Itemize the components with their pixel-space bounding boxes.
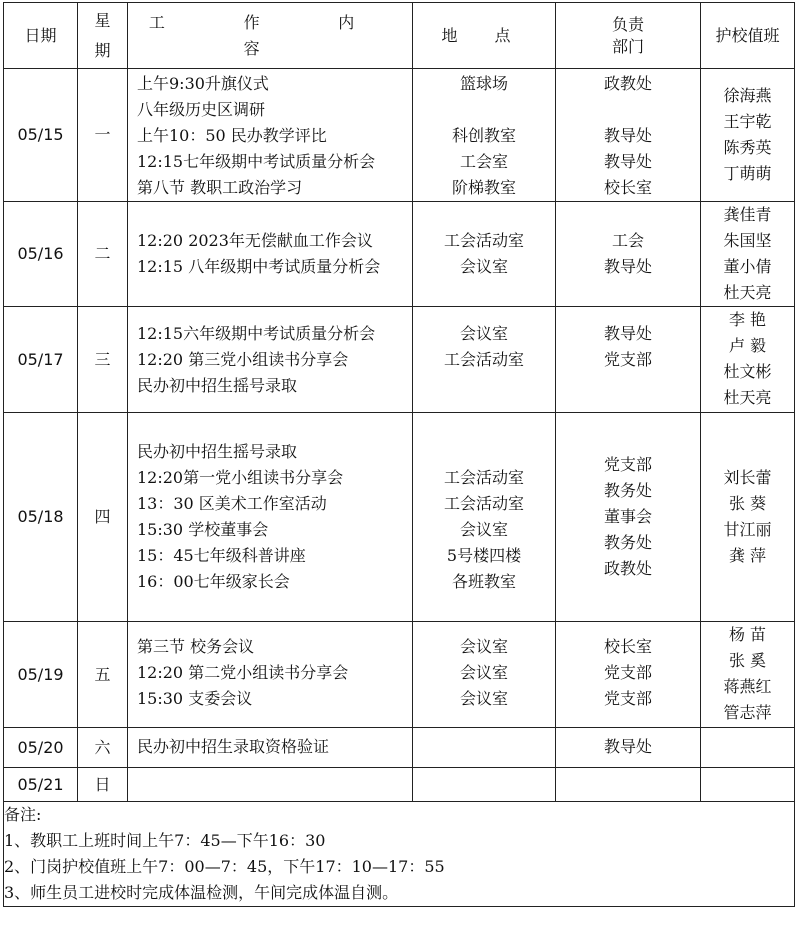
header-content: 工 作 内 容 (128, 3, 413, 69)
location-line: 工会活动室 (443, 350, 524, 369)
dept-line: 教导处 (603, 126, 652, 145)
dept-line: 政教处 (603, 74, 652, 93)
duty-name: 陈秀英 (723, 138, 772, 157)
content-cell (128, 202, 413, 307)
location-line: 各班教室 (451, 572, 516, 591)
duty-name: 张 奚 (728, 651, 767, 670)
dept-line: 教务处 (603, 481, 652, 500)
duty-name: 管志萍 (723, 703, 772, 722)
duty-name: 丁萌萌 (723, 164, 772, 183)
location-line (413, 97, 555, 123)
content-line: 第三节 校务会议 (137, 637, 255, 656)
content-line: 上午9:30升旗仪式 (137, 74, 269, 93)
location-line: 工会活动室 (443, 468, 524, 487)
location-cell (413, 728, 556, 768)
dept-line: 教导处 (603, 324, 652, 343)
location-line: 工会活动室 (443, 494, 524, 513)
content-line: 12:15七年级期中考试质量分析会 (137, 152, 376, 171)
note-item-2: 2、门岗护校值班上午7：00—7：45，下午17：10—17：55 (4, 857, 445, 876)
dept-line: 党支部 (603, 455, 652, 474)
dept-cell (556, 728, 701, 768)
content-line: 12:20 2023年无偿献血工作会议 (137, 231, 373, 250)
location-line: 阶梯教室 (451, 178, 516, 197)
duty-name: 李 艳 (728, 310, 767, 329)
location-line: 5号楼四楼 (446, 546, 522, 565)
duty-cell (701, 622, 795, 728)
table-row (4, 69, 795, 202)
duty-name: 蒋燕红 (723, 677, 772, 696)
dept-line: 校长室 (603, 637, 652, 656)
location-line: 篮球场 (459, 74, 508, 93)
duty-name: 杜天亮 (723, 388, 772, 407)
weekday-cell: 六 (78, 728, 128, 768)
location-cell (413, 202, 556, 307)
location-line: 会议室 (459, 257, 508, 276)
duty-name: 王宇乾 (723, 112, 772, 131)
location-line: 工会室 (459, 152, 508, 171)
header-dept-b: 部门 (611, 36, 644, 56)
date-cell: 05/17 (4, 307, 78, 413)
date-cell: 05/15 (4, 69, 78, 202)
duty-name: 杜文彬 (723, 362, 772, 381)
duty-name: 董小倩 (723, 257, 772, 276)
location-line: 会议室 (459, 689, 508, 708)
content-cell (128, 413, 413, 622)
content-cell (128, 69, 413, 202)
header-duty: 护校值班 (701, 3, 795, 69)
note-item-1: 1、教职工上班时间上午7：45—下午16：30 (4, 831, 326, 850)
weekday-cell: 五 (78, 622, 128, 728)
content-cell (128, 768, 413, 802)
dept-line: 校长室 (603, 178, 652, 197)
duty-cell (701, 307, 795, 413)
content-line: 第八节 教职工政治学习 (137, 178, 303, 197)
dept-cell (556, 622, 701, 728)
dept-cell (556, 768, 701, 802)
header-dept-a: 负责 (611, 14, 644, 34)
dept-line: 董事会 (603, 507, 652, 526)
notes-cell (4, 802, 795, 907)
location-line (413, 734, 555, 760)
table-row (4, 728, 795, 768)
location-line: 工会活动室 (443, 231, 524, 250)
dept-line: 党支部 (603, 663, 652, 682)
header-weekday-a: 星 (94, 10, 111, 30)
duty-name: 甘江丽 (723, 520, 772, 539)
content-line: 12:15六年级期中考试质量分析会 (137, 324, 376, 343)
table-row (4, 307, 795, 413)
dept-line: 教导处 (603, 737, 652, 756)
weekday-cell: 三 (78, 307, 128, 413)
content-line: 12:20第一党小组读书分享会 (137, 468, 344, 487)
duty-name: 龚 萍 (728, 546, 767, 565)
duty-name: 杜天亮 (723, 283, 772, 302)
location-cell (413, 413, 556, 622)
content-line: 12:15 八年级期中考试质量分析会 (137, 257, 381, 276)
schedule-table (3, 2, 795, 907)
content-line: 13：30 区美术工作室活动 (137, 494, 327, 513)
duty-cell (701, 413, 795, 622)
duty-cell (701, 69, 795, 202)
duty-name: 龚佳青 (723, 205, 772, 224)
date-cell: 05/20 (4, 728, 78, 768)
content-line: 12:20 第三党小组读书分享会 (137, 350, 349, 369)
duty-cell (701, 202, 795, 307)
duty-name: 朱国坚 (723, 231, 772, 250)
location-line: 会议室 (459, 520, 508, 539)
header-row (4, 3, 795, 69)
content-line: 上午10：50 民办教学评比 (137, 126, 327, 145)
location-line: 科创教室 (451, 126, 516, 145)
header-date: 日期 (4, 3, 78, 69)
duty-name: 刘长蕾 (723, 468, 772, 487)
dept-cell (556, 202, 701, 307)
location-cell (413, 69, 556, 202)
content-line: 15:30 学校董事会 (137, 520, 269, 539)
weekday-cell: 日 (78, 768, 128, 802)
weekday-cell: 二 (78, 202, 128, 307)
content-line: 民办初中招生录取资格验证 (137, 737, 330, 756)
table-row (4, 622, 795, 728)
content-line: 民办初中招生摇号录取 (137, 376, 298, 395)
content-line: 16：00七年级家长会 (137, 572, 290, 591)
duty-name: 杨 苗 (728, 625, 767, 644)
location-line: 会议室 (459, 324, 508, 343)
notes-row (4, 802, 795, 907)
content-cell (128, 622, 413, 728)
date-cell: 05/18 (4, 413, 78, 622)
dept-line: 工会 (611, 231, 644, 250)
table-row (4, 768, 795, 802)
content-cell (128, 307, 413, 413)
duty-cell (701, 728, 795, 768)
dept-cell (556, 307, 701, 413)
duty-name: 徐海燕 (723, 86, 772, 105)
content-cell (128, 728, 413, 768)
location-line: 会议室 (459, 663, 508, 682)
dept-line: 政教处 (603, 559, 652, 578)
table-row (4, 202, 795, 307)
dept-line (556, 97, 700, 123)
content-line: 八年级历史区调研 (137, 100, 266, 119)
content-line: 15:30 支委会议 (137, 689, 253, 708)
duty-name: 卢 毅 (728, 336, 767, 355)
content-line: 15：45七年级科普讲座 (137, 546, 306, 565)
dept-line: 教导处 (603, 152, 652, 171)
dept-cell (556, 69, 701, 202)
table-row (4, 413, 795, 622)
note-item-3: 3、师生员工进校时完成体温检测，午间完成体温自测。 (4, 883, 399, 902)
dept-line: 教导处 (603, 257, 652, 276)
dept-line: 党支部 (603, 689, 652, 708)
location-cell (413, 622, 556, 728)
header-dept (556, 3, 701, 69)
notes-title: 备注: (4, 805, 42, 824)
date-cell: 05/21 (4, 768, 78, 802)
content-line: 12:20 第二党小组读书分享会 (137, 663, 349, 682)
weekday-cell: 一 (78, 69, 128, 202)
dept-cell (556, 413, 701, 622)
header-weekday (78, 3, 128, 69)
date-cell: 05/16 (4, 202, 78, 307)
header-location: 地 点 (413, 3, 556, 69)
duty-name: 张 葵 (728, 494, 767, 513)
date-cell: 05/19 (4, 622, 78, 728)
duty-cell (701, 768, 795, 802)
dept-line: 党支部 (603, 350, 652, 369)
header-weekday-b: 期 (94, 40, 111, 60)
location-cell (413, 307, 556, 413)
location-cell (413, 768, 556, 802)
weekday-cell: 四 (78, 413, 128, 622)
dept-line: 教务处 (603, 533, 652, 552)
location-line: 会议室 (459, 637, 508, 656)
content-line: 民办初中招生摇号录取 (137, 442, 298, 461)
